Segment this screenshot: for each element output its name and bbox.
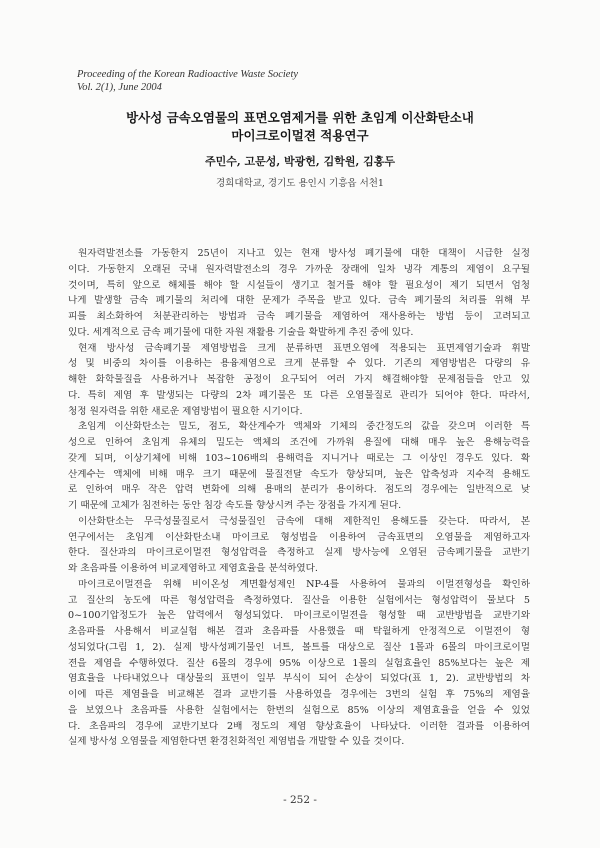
body-line: 젼을 제염을 수행하였다. 질산 6몰의 경우에 95% 이상으로 1몰의 실험효율인 85%보다는 높은 제 (68, 657, 530, 669)
journal-name: Proceeding of the Korean Radioactive Waste Society (77, 69, 299, 80)
body-line: 로 인하여 매우 작은 압력 변화에 의해 용매의 분리가 용이하다. 점도의 경우에는 일반적으로 낮 (68, 484, 530, 496)
body-line: 갖게 되며, 이상기체에 비해 103~106배의 용해력을 지니거나 때로는 그 이상인 경우도 있다. 확 (68, 452, 530, 464)
body-line: 성되었다(그림 1, 2). 실제 방사성폐기물인 너트, 볼트를 대상으로 질산 1몰과 6몰의 마이크로이멀 (68, 641, 530, 653)
body-line: 피를 최소화하여 처분관리하는 방법과 금속 폐기물을 제염하여 재사용하는 방법 등이 고려되고 (68, 311, 530, 322)
body-line: 나게 발생할 금속 폐기물의 처리에 대한 문제가 주목을 받고 있다. 금속 폐기물의 처리를 위해 부 (68, 295, 530, 307)
body-line: 다. 특히 제염 후 발생되는 다량의 2차 폐기물은 또 다른 오염물질로 관리가 되어야 한다. 따라서, (68, 389, 530, 401)
paper-title-line-2: 마이크로이멀젼 적용연구 (231, 128, 369, 143)
body-line: 이에 따른 제염율을 비교해본 결과 교반기를 사용하였을 경우에는 3번의 실험 후 75%의 제염율 (68, 689, 530, 700)
body-line: 염효율을 나타내었으나 대상물의 표면이 일부 부식이 되어 손상이 되었다(표 1, 2). 교반방법의 차 (68, 673, 530, 685)
body-line: 실제 방사성 오염물을 제염한다면 환경친화적인 제염법을 개발할 수 있을 것이다. (68, 736, 405, 748)
body-line: 성으로 인하여 초임계 유체의 밀도는 액체의 조건에 가까워 용질에 대해 매우 높은 용해능력을 (68, 437, 530, 448)
body-line: 이다. 가동한지 오래된 국내 원자력발전소의 경우 가까운 장래에 일차 냉각 계통의 제염이 요구될 (68, 263, 530, 275)
body-line: 연구에서는 초임계 이산화탄소내 마이크로 형성법을 이용하여 금속표면의 오염물을 제염하고자 (68, 531, 530, 543)
body-line: 0~100기압정도가 높은 압력에서 형성되었다. 마이크로이멀젼을 형성할 때 교반방법을 교반기와 (68, 610, 530, 622)
body-line: 초임계 이산화탄소는 밀도, 점도, 확산계수가 액체와 기체의 중간정도의 값을 갖으며 이러한 특 (78, 421, 530, 433)
body-line: 한다. 질산과의 마이크로이멀젼 형성압력을 측정하고 실제 방사능에 오염된 금속폐기물을 교반기 (68, 547, 530, 559)
body-line: 초음파를 사용해서 비교실험 해본 결과 초음파를 사용했을 때 탁월하게 안정적으로 이멀젼이 형 (68, 626, 530, 637)
body-line: 을 보였으나 초음파를 사용한 실험에서는 한번의 실험으로 85% 이상의 제염효율을 얻을 수 있었 (68, 704, 530, 716)
body-line: 있다. 세계적으로 금속 폐기물에 대한 자원 재활용 기술을 확발하게 추진 중에 있다. (68, 326, 414, 338)
body-line: 이산화탄소는 무극성물질로서 극성물질인 금속에 대해 제한적인 용해도를 갖는다. 따라서, 본 (78, 515, 530, 527)
journal-header (77, 68, 298, 94)
affiliation: 경희대학교, 경기도 용인시 기흥읍 서천1 (216, 178, 384, 189)
journal-volume: Vol. 2(1), June 2004 (77, 82, 162, 93)
body-line: 청정 원자력을 위한 새로운 제염방법이 필요한 시기이다. (68, 405, 303, 417)
body-line: 산계수는 액체에 비해 매우 크기 때문에 물질전달 속도가 향상되며, 높은 압축성과 지수적 용해도 (68, 468, 530, 480)
body-line: 와 초음파를 이용하여 비교제염하고 제염효율을 분석하였다. (68, 563, 318, 574)
body-line: 마이크로이멀젼을 위해 비이온성 계면활성제인 NP-4를 사용하여 물과의 이멀젼형성을 확인하 (78, 578, 530, 590)
body-line: 기 때문에 고체가 침전하는 동안 침강 속도를 향상시켜 주는 장점을 가지게 된다. (68, 500, 402, 511)
body-line: 고 질산의 농도에 따른 형성압력을 측정하였다. 질산을 이용한 실험에서는 형성압력이 물보다 5 (68, 594, 530, 606)
body-line: 다. 초음파의 경우에 교반기보다 2배 정도의 제염 향상효율이 나타났다. 이러한 결과를 이용하여 (68, 720, 530, 732)
body-line: 원자력발전소를 가동한지 25년이 지나고 있는 현재 방사성 폐기물에 대한 대책이 시급한 실정 (78, 248, 530, 259)
paper-title-line-1: 방사성 금속오염물의 표면오염제거를 위한 초임계 이산화탄소내 (126, 110, 474, 125)
body-line: 성 및 비중의 차이를 이용하는 용융제염으로 크게 분류할 수 있다. 기존의 제염방법은 다량의 유 (68, 358, 530, 370)
page-number: - 252 - (283, 794, 317, 806)
body-line: 것이며, 특히 앞으로 해체를 해야 할 시설들이 생기고 철거를 해야 할 필요성이 제기 되면서 엄청 (68, 279, 530, 291)
body-line: 현재 방사성 금속폐기물 제염방법을 크게 분류하면 표면오염에 적용되는 표면제염기술과 휘발 (78, 342, 530, 354)
body-line: 해한 화학물질을 사용하거나 복잡한 공정이 요구되어 여러 가지 해결해야할 문제점들을 안고 있 (68, 374, 530, 385)
author-list: 주민수, 고문성, 박광헌, 김학원, 김홍두 (204, 155, 396, 168)
